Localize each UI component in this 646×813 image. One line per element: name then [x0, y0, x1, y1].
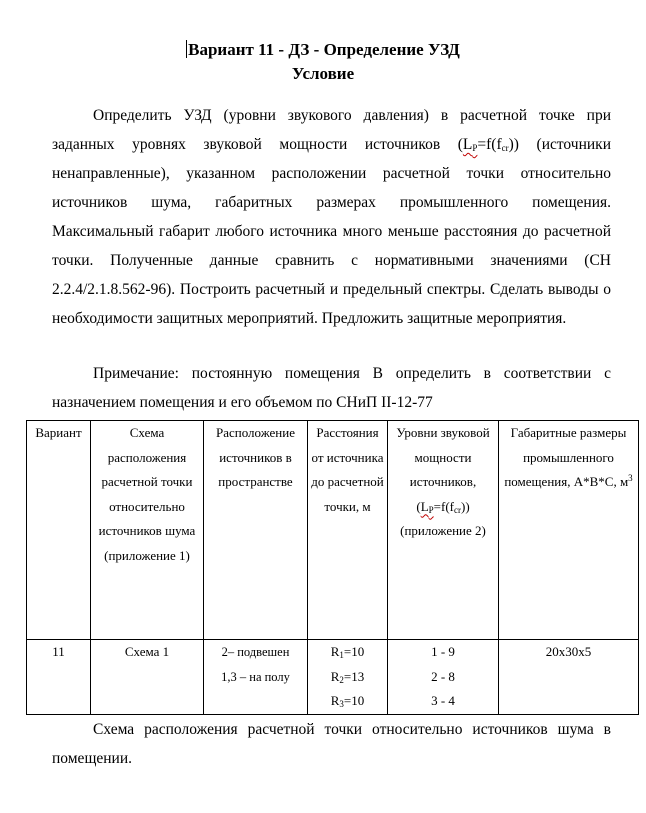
- header-formula-L: L: [420, 498, 429, 514]
- distance-letter: R: [330, 668, 340, 684]
- distance-line: [310, 665, 385, 690]
- header-variant: Вариант: [27, 421, 91, 640]
- table-header-row: [27, 421, 639, 640]
- distance-line: [310, 640, 385, 665]
- note-paragraph: Примечание: постоянную помещения В определить в соответствии с назначением помещения и его объемом по СНиП II-12-77: [52, 365, 611, 411]
- cell-placement: [204, 640, 308, 715]
- header-dimensions-sup: 3: [628, 473, 633, 483]
- header-formula-mid: =f(f: [433, 498, 454, 514]
- formula-mid: =f(f: [477, 136, 502, 153]
- header-scheme: Схема расположения расчетной точки относительно источников шума (приложение 1): [91, 421, 204, 640]
- header-formula-f-sub: cr: [453, 504, 461, 515]
- placement-line-2: 1,3 – на полу: [221, 669, 290, 684]
- level-line: 1 - 9: [431, 644, 455, 659]
- header-formula-L-sub: P: [428, 504, 434, 515]
- cell-scheme: Схема 1: [91, 640, 204, 715]
- cell-dimensions: 20х30х5: [499, 640, 639, 715]
- scheme-caption: Схема расположения расчетной точки относительно источников шума в помещении.: [52, 721, 611, 767]
- distance-sub: 3: [339, 699, 344, 709]
- cell-levels: [388, 640, 499, 715]
- document-title: [0, 38, 646, 61]
- formula-L: L: [462, 136, 473, 153]
- task-text-end: (источники ненаправленные), указанном расположении расчетной точки относительно источников шума, габаритных размерах промышленного помещения. Максимальный габарит любого источника много меньше расстояния до расчетной точки. Полученные данные сравнить с нормативными значениями (СН 2.2.4/2.1.8.562-96). Построить расчетный и предельный спектры. Сделать выводы о необходимости защитных мероприятий. Предложить защитные мероприятия.: [52, 136, 611, 327]
- header-placement: Расположение источников в пространстве: [204, 421, 308, 640]
- level-line: 2 - 8: [431, 668, 455, 684]
- table-row: [27, 640, 639, 715]
- variant-table: [26, 420, 639, 715]
- distance-sub: 2: [339, 674, 344, 685]
- placement-line-1: 2– подвешен: [221, 645, 290, 659]
- document-title-text: Вариант 11 - ДЗ - Определение УЗД: [188, 40, 460, 59]
- formula-end: )): [508, 136, 519, 153]
- header-dimensions-text: Габаритные размеры промышленного помещения, А*В*С, м: [504, 425, 629, 489]
- task-text-start: Определить УЗД (уровни звукового давления) в расчетной точке при заданных уровнях звуковой мощности источников (: [52, 107, 611, 153]
- level-line: 3 - 4: [431, 693, 455, 708]
- cell-variant: 11: [27, 640, 91, 715]
- header-distances: Расстояния от источника до расчетной точки, м: [308, 421, 388, 640]
- formula-f-sub: cr: [501, 143, 509, 153]
- distance-letter: R: [330, 693, 340, 708]
- header-levels-appendix: (приложение 2): [400, 523, 486, 538]
- distance-letter: R: [330, 644, 340, 659]
- header-levels: [388, 421, 499, 640]
- text-cursor: [186, 40, 187, 58]
- header-formula-end: )): [460, 498, 470, 514]
- task-paragraph: [52, 101, 611, 333]
- distance-value: =10: [343, 644, 365, 659]
- distance-value: =10: [343, 693, 365, 708]
- document-subtitle: Условие: [291, 64, 355, 83]
- distance-line: [310, 689, 385, 714]
- distance-sub: 1: [339, 650, 344, 660]
- header-dimensions: [499, 421, 639, 640]
- formula-L-sub: P: [472, 143, 478, 153]
- distance-value: =13: [343, 668, 365, 684]
- cell-distances: [308, 640, 388, 715]
- header-levels-text: Уровни звуковой мощности источников, (: [396, 425, 490, 514]
